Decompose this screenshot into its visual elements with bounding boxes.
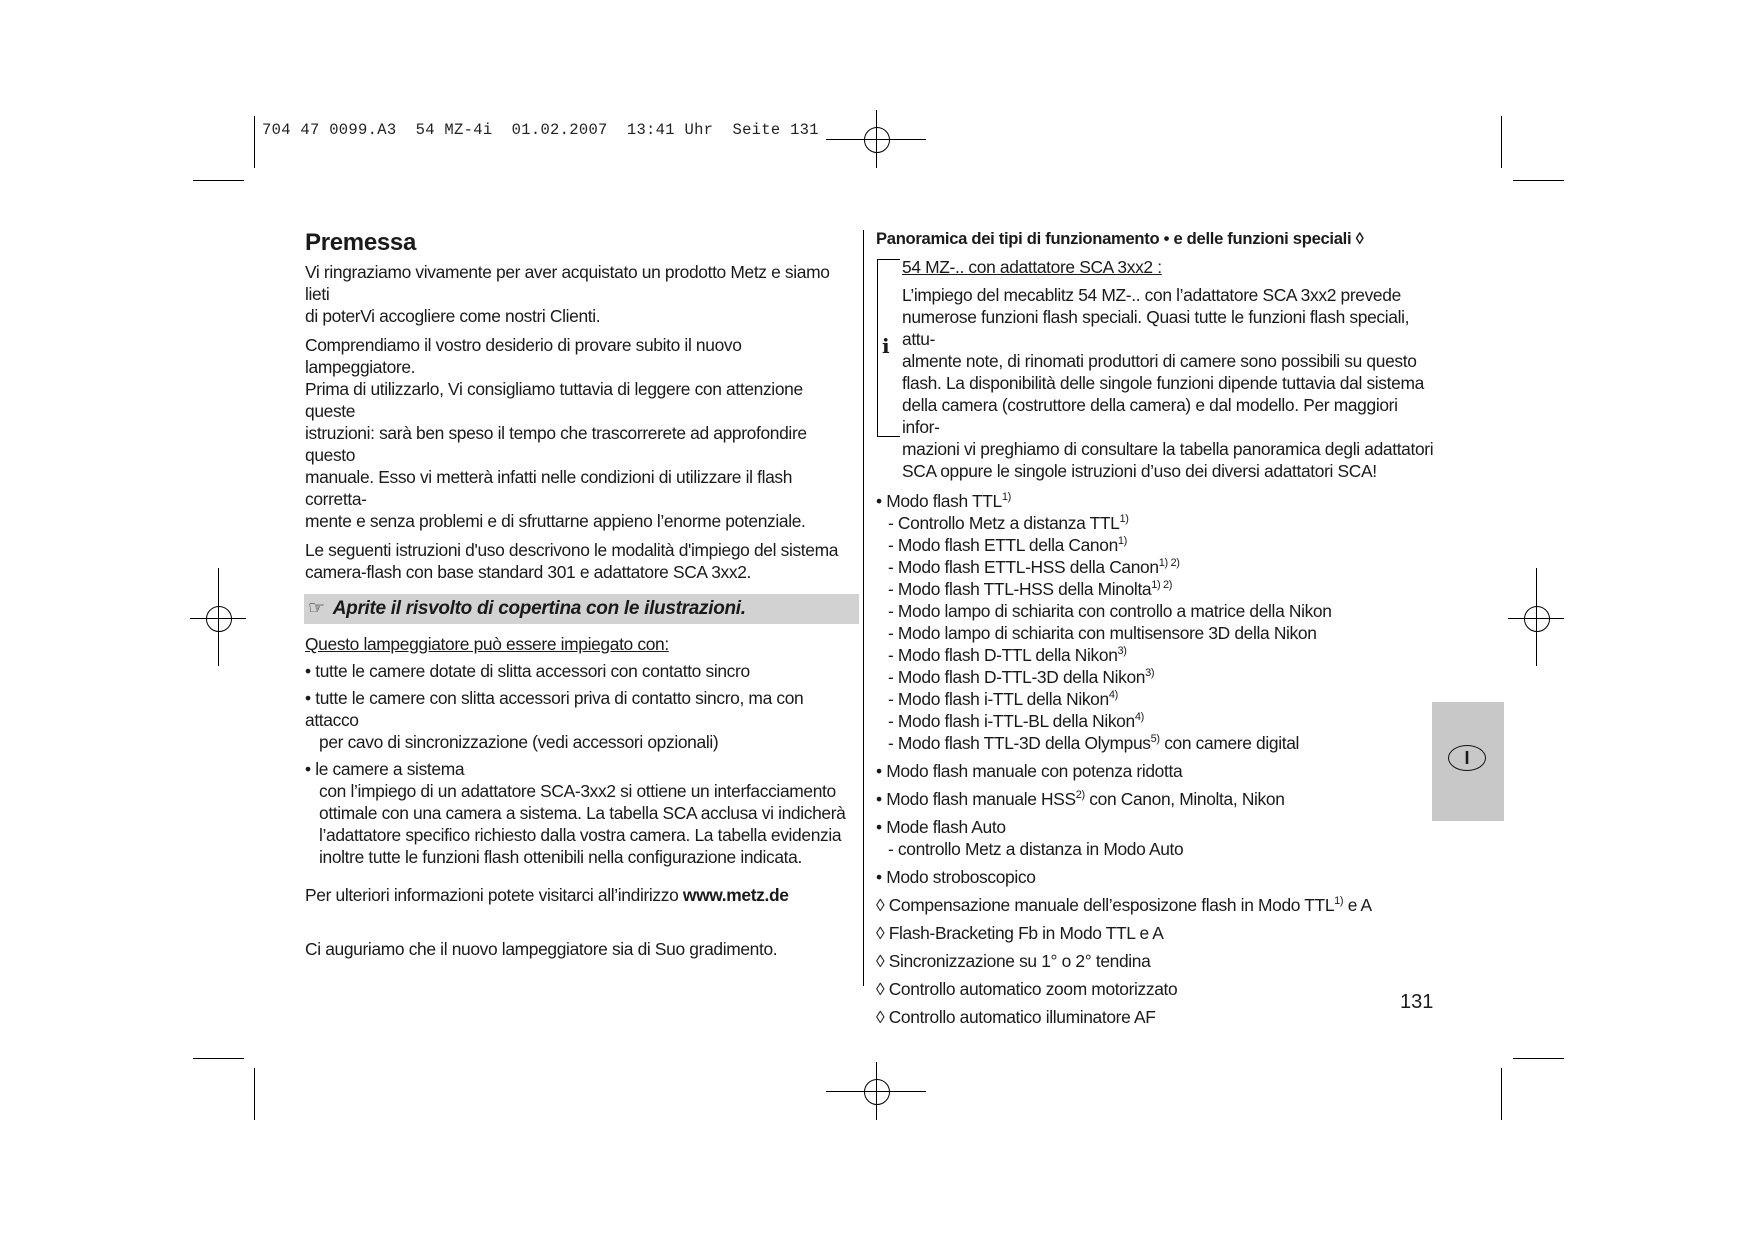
advice-paragraph: Comprendiamo il vostro desiderio di provare subito il nuovo lampeggiatore. Prima di utilizzarlo, Vi consigliamo tuttavia di leggere con attenzione queste istruzioni: sarà ben speso il tempo che trascorrerete ad approfondire questo manuale. Esso vi metterà infatti nelle condizioni di utilizzare il flash corretta- mente e senza problemi e di sfruttarne appieno l’enorme potenziale. — [305, 335, 807, 531]
language-tab — [1432, 702, 1504, 821]
more-info-line — [305, 884, 853, 906]
crop-mark — [1501, 116, 1502, 168]
special-function: ◊ Sincronizzazione su 1° o 2° tendina — [876, 951, 1151, 971]
left-column — [305, 228, 853, 868]
language-tab-label: I — [1448, 745, 1486, 771]
column-divider — [863, 230, 864, 986]
section-heading: Panoramica dei tipi di funzionamento • e delle funzioni speciali ◊ — [876, 229, 1364, 248]
crop-mark — [254, 1068, 255, 1120]
special-function: ◊ Compensazione manuale dell’esposizone flash in Modo TTL$^{1)}$ e A — [876, 895, 1372, 915]
mode-item: • Modo flash TTL$^{1)}$ — [876, 491, 1011, 511]
list-item: - Modo flash ETTL della Canon$^{1)}$ — [888, 535, 1127, 555]
special-function: ◊ Flash-Bracketing Fb in Modo TTL e A — [876, 923, 1164, 943]
bullet-item: • tutte le camere dotate di slitta accessori con contatto sincro — [305, 661, 750, 681]
list-item: - Modo flash ETTL-HSS della Canon$^{1) 2)}$ — [888, 557, 1180, 577]
ttl-sub-list — [876, 512, 1436, 754]
list-item: - Modo flash i-TTL della Nikon$^{4)}$ — [888, 689, 1118, 709]
mode-item: • Mode flash Auto — [876, 817, 1006, 837]
intro-paragraph: Vi ringraziamo vivamente per aver acquistato un prodotto Metz e siamo lieti di poterVi accogliere come nostri Clienti. — [305, 262, 830, 326]
pointing-hand-icon: ☞ — [308, 598, 325, 619]
crop-mark — [1513, 1058, 1564, 1059]
bullet-item: • le camere a sistema con l’impiego di un adattatore SCA-3xx2 si ottiene un interfacciamento ottimale con una camera a sistema. La tabella SCA acclusa vi indicherà l’adattatore specifico richiesto dalla vostra camera. La tabella evidenzia inoltre tutte le funzioni flash ottenibili nella configurazione indicata. — [305, 759, 846, 867]
crop-mark — [1513, 180, 1564, 181]
list-item: - Modo lampo di schiarita con multisensore 3D della Nikon — [888, 623, 1317, 643]
list-item: - Modo lampo di schiarita con controllo a matrice della Nikon — [888, 601, 1332, 621]
info-box — [876, 256, 1436, 482]
list-item: - Modo flash TTL-3D della Olympus$^{5)}$ con camere digital — [888, 733, 1300, 753]
website-link[interactable]: www.metz.de — [682, 885, 789, 905]
page-title: Premessa — [305, 229, 417, 256]
page-number: 131 — [1400, 991, 1434, 1013]
list-item: - Modo flash D-TTL-3D della Nikon$^{3)}$ — [888, 667, 1155, 687]
list-item: - Modo flash TTL-HSS della Minolta$^{1) 2)}$ — [888, 579, 1173, 599]
info-title: 54 MZ-.. con adattatore SCA 3xx2 : — [902, 257, 1162, 277]
mode-item: • Modo stroboscopico — [876, 867, 1036, 887]
print-slug: 704 47 0099.A3 54 MZ-4i 01.02.2007 13:41 Uhr Seite 131 — [262, 121, 819, 139]
notice-text: Aprite il risvolto di copertina con le ilustrazioni. — [332, 598, 746, 619]
bullet-item: • tutte le camere con slitta accessori priva di contatto sincro, ma con attacco per cavo di sincronizzazione (vedi accessori opzionali) — [305, 688, 804, 752]
crop-mark — [254, 116, 255, 168]
special-function: ◊ Controllo automatico illuminatore AF — [876, 1007, 1156, 1027]
more-info-text: Per ulteriori informazioni potete visitarci all’indirizzo — [305, 885, 679, 905]
closing-line: Ci auguriamo che il nuovo lampeggiatore sia di Suo gradimento. — [305, 939, 778, 959]
list-item: - Modo flash i-TTL-BL della Nikon$^{4)}$ — [888, 711, 1144, 731]
mode-item: • Modo flash manuale HSS$^{2)}$ con Canon, Minolta, Nikon — [876, 789, 1285, 809]
usable-heading: Questo lampeggiatore può essere impiegato con: — [305, 634, 669, 654]
info-text: L’impiego del mecablitz 54 MZ-.. con l’adattatore SCA 3xx2 prevede numerose funzioni flash speciali. Quasi tutte le funzioni flash speciali, attu- almente note, di rinomati produttori di camere sono possibili su questo flash. La disponibilità delle singole funzioni dipende tuttavia dal sistema della camera (costruttore della camera) e dal modello. Per maggiori infor- mazioni vi preghiamo di consultare la tabella panoramica degli adattatori SCA oppure le singole istruzioni d’uso dei diversi adattatori SCA! — [902, 285, 1434, 481]
crop-mark — [1501, 1068, 1502, 1120]
notice-bar — [304, 594, 859, 624]
special-function: ◊ Controllo automatico zoom motorizzato — [876, 979, 1178, 999]
list-item: - controllo Metz a distanza in Modo Auto — [888, 839, 1184, 859]
scope-paragraph: Le seguenti istruzioni d'uso descrivono le modalità d'impiego del sistema camera-flash con base standard 301 e adattatore SCA 3xx2. — [305, 540, 839, 582]
list-item: - Controllo Metz a distanza TTL$^{1)}$ — [888, 513, 1129, 533]
crop-mark — [193, 180, 244, 181]
mode-item: • Modo flash manuale con potenza ridotta — [876, 761, 1183, 781]
crop-mark — [193, 1058, 244, 1059]
right-column — [876, 228, 1436, 1028]
info-icon: i — [882, 334, 890, 358]
list-item: - Modo flash D-TTL della Nikon$^{3)}$ — [888, 645, 1127, 665]
